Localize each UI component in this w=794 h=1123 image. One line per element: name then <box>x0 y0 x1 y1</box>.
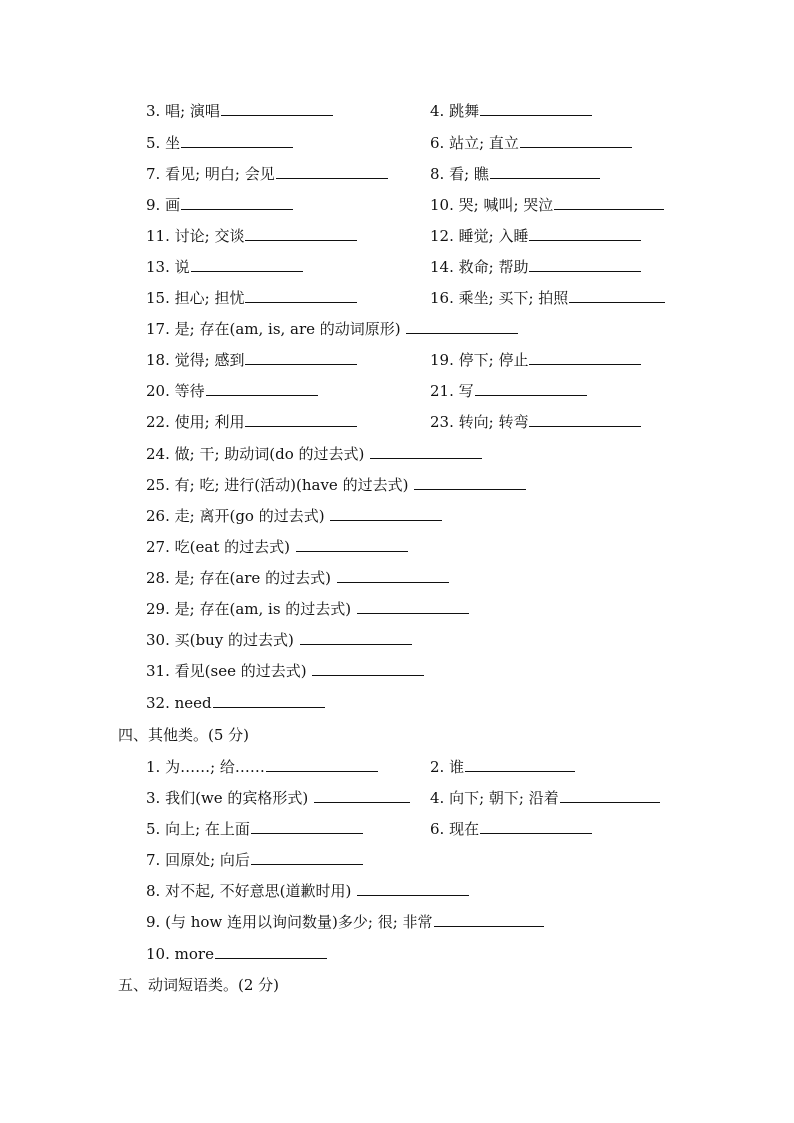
list-item: 22. 使用; 利用 <box>146 412 357 432</box>
answer-blank[interactable] <box>221 101 333 116</box>
list-item: 18. 觉得; 感到 <box>146 350 357 370</box>
answer-blank[interactable] <box>245 288 357 303</box>
list-item: 7. 回原处; 向后 <box>146 850 363 870</box>
answer-blank[interactable] <box>251 850 363 865</box>
answer-blank[interactable] <box>181 195 293 210</box>
list-item: 3. 唱; 演唱 <box>146 101 333 121</box>
answer-blank[interactable] <box>191 257 303 272</box>
answer-blank[interactable] <box>370 444 482 459</box>
answer-blank[interactable] <box>245 226 357 241</box>
answer-blank[interactable] <box>465 757 575 772</box>
list-item: 15. 担心; 担忧 <box>146 288 357 308</box>
list-item: 25. 有; 吃; 进行(活动)(have 的过去式) <box>146 475 526 495</box>
list-item: 23. 转向; 转弯 <box>430 412 641 432</box>
answer-blank[interactable] <box>276 164 388 179</box>
list-item: 8. 对不起, 不好意思(道歉时用) <box>146 881 469 901</box>
answer-blank[interactable] <box>245 350 357 365</box>
list-item: 19. 停下; 停止 <box>430 350 641 370</box>
section-heading: 四、其他类。(5 分) <box>118 726 250 744</box>
answer-blank[interactable] <box>213 693 325 708</box>
list-item: 11. 讨论; 交谈 <box>146 226 357 246</box>
answer-blank[interactable] <box>529 226 641 241</box>
list-item: 4. 向下; 朝下; 沿着 <box>430 788 660 808</box>
list-item: 6. 站立; 直立 <box>430 133 632 153</box>
answer-blank[interactable] <box>406 319 518 334</box>
answer-blank[interactable] <box>475 381 587 396</box>
answer-blank[interactable] <box>480 101 592 116</box>
answer-blank[interactable] <box>520 133 632 148</box>
list-item: 10. 哭; 喊叫; 哭泣 <box>430 195 664 215</box>
list-item: 24. 做; 干; 助动词(do 的过去式) <box>146 444 482 464</box>
answer-blank[interactable] <box>215 944 327 959</box>
list-item: 31. 看见(see 的过去式) <box>146 661 424 681</box>
list-item: 13. 说 <box>146 257 303 277</box>
answer-blank[interactable] <box>529 412 641 427</box>
list-item: 32. need <box>146 693 325 713</box>
section-heading: 五、动词短语类。(2 分) <box>118 976 280 994</box>
answer-blank[interactable] <box>560 788 660 803</box>
answer-blank[interactable] <box>251 819 363 834</box>
list-item: 28. 是; 存在(are 的过去式) <box>146 568 449 588</box>
answer-blank[interactable] <box>569 288 665 303</box>
answer-blank[interactable] <box>181 133 293 148</box>
answer-blank[interactable] <box>206 381 318 396</box>
list-item: 8. 看; 瞧 <box>430 164 600 184</box>
answer-blank[interactable] <box>357 881 469 896</box>
answer-blank[interactable] <box>266 757 378 772</box>
list-item: 6. 现在 <box>430 819 592 839</box>
answer-blank[interactable] <box>296 537 408 552</box>
list-item: 30. 买(buy 的过去式) <box>146 630 412 650</box>
answer-blank[interactable] <box>312 661 424 676</box>
list-item: 7. 看见; 明白; 会见 <box>146 164 388 184</box>
list-item: 21. 写 <box>430 381 587 401</box>
list-item: 20. 等待 <box>146 381 318 401</box>
answer-blank[interactable] <box>554 195 664 210</box>
answer-blank[interactable] <box>314 788 410 803</box>
answer-blank[interactable] <box>300 630 412 645</box>
answer-blank[interactable] <box>480 819 592 834</box>
list-item: 17. 是; 存在(am, is, are 的动词原形) <box>146 319 518 339</box>
list-item: 4. 跳舞 <box>430 101 592 121</box>
list-item: 29. 是; 存在(am, is 的过去式) <box>146 599 469 619</box>
list-item: 10. more <box>146 944 327 964</box>
answer-blank[interactable] <box>490 164 600 179</box>
list-item: 5. 坐 <box>146 133 293 153</box>
list-item: 26. 走; 离开(go 的过去式) <box>146 506 442 526</box>
list-item: 2. 谁 <box>430 757 575 777</box>
answer-blank[interactable] <box>245 412 357 427</box>
list-item: 12. 睡觉; 入睡 <box>430 226 641 246</box>
answer-blank[interactable] <box>434 912 544 927</box>
list-item: 27. 吃(eat 的过去式) <box>146 537 408 557</box>
answer-blank[interactable] <box>357 599 469 614</box>
answer-blank[interactable] <box>330 506 442 521</box>
list-item: 16. 乘坐; 买下; 拍照 <box>430 288 665 308</box>
list-item: 9. 画 <box>146 195 293 215</box>
list-item: 14. 救命; 帮助 <box>430 257 641 277</box>
answer-blank[interactable] <box>529 350 641 365</box>
list-item: 9. (与 how 连用以询问数量)多少; 很; 非常 <box>146 912 544 932</box>
answer-blank[interactable] <box>414 475 526 490</box>
answer-blank[interactable] <box>529 257 641 272</box>
list-item: 3. 我们(we 的宾格形式) <box>146 788 410 808</box>
answer-blank[interactable] <box>337 568 449 583</box>
list-item: 5. 向上; 在上面 <box>146 819 363 839</box>
list-item: 1. 为……; 给…… <box>146 757 378 777</box>
